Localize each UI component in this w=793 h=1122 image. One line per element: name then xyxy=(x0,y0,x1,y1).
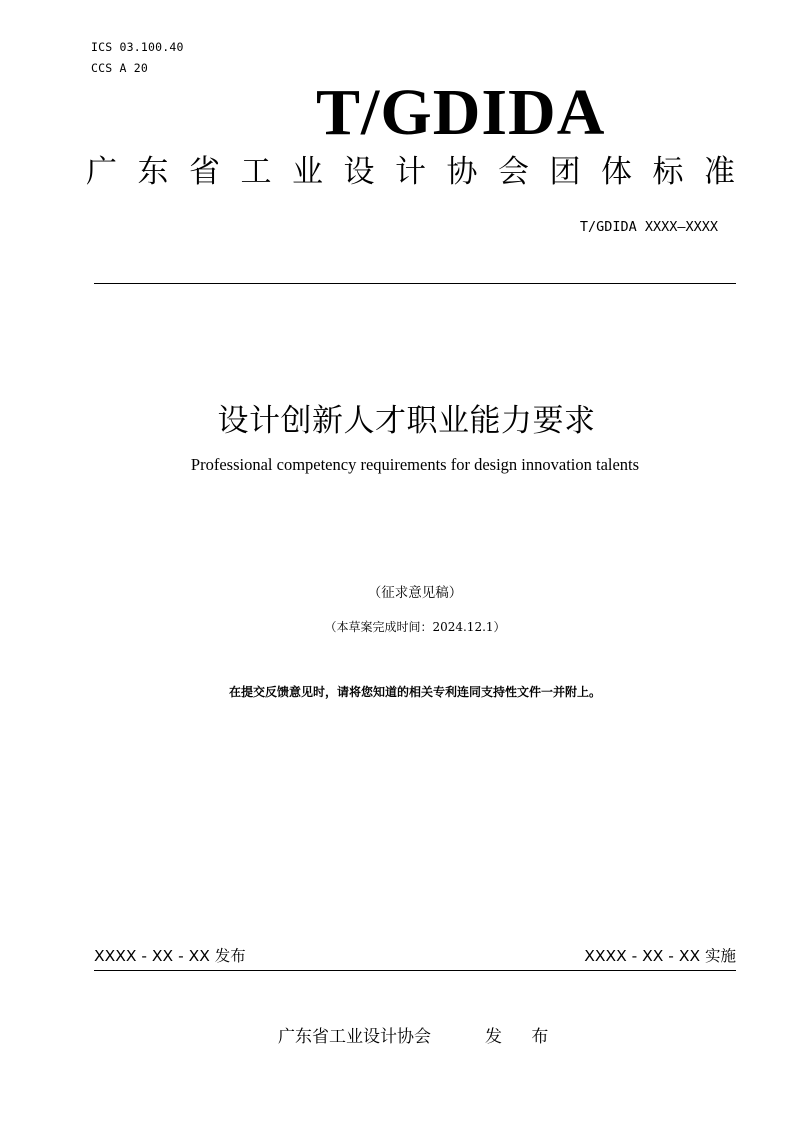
draft-completion-date: （本草案完成时间：2024.12.1） xyxy=(324,620,506,634)
footer-divider xyxy=(94,970,736,971)
ccs-code: CCS A 20 xyxy=(91,61,148,75)
ics-code: ICS 03.100.40 xyxy=(91,40,184,54)
publisher-name: 广东省工业设计协会 xyxy=(278,1027,431,1047)
document-title-en: Professional competency requirements for design innovation talents xyxy=(190,455,640,474)
issue-date: XXXX - XX - XX 发布 xyxy=(94,947,246,965)
association-standard-title: 广东省工业设计协会团体标准 xyxy=(86,154,756,190)
implementation-date: XXXX - XX - XX 实施 xyxy=(584,947,736,965)
document-title-zh: 设计创新人才职业能力要求 xyxy=(217,403,596,439)
publish-label: 发 布 xyxy=(485,1027,561,1047)
standard-logo: T/GDIDA xyxy=(316,76,606,149)
draft-status-label: （征求意见稿） xyxy=(367,585,463,601)
patent-notice: 在提交反馈意见时，请将您知道的相关专利连同支持性文件一并附上。 xyxy=(228,685,601,699)
standard-code: T/GDIDA XXXX—XXXX xyxy=(579,219,718,235)
header-divider xyxy=(94,283,736,284)
